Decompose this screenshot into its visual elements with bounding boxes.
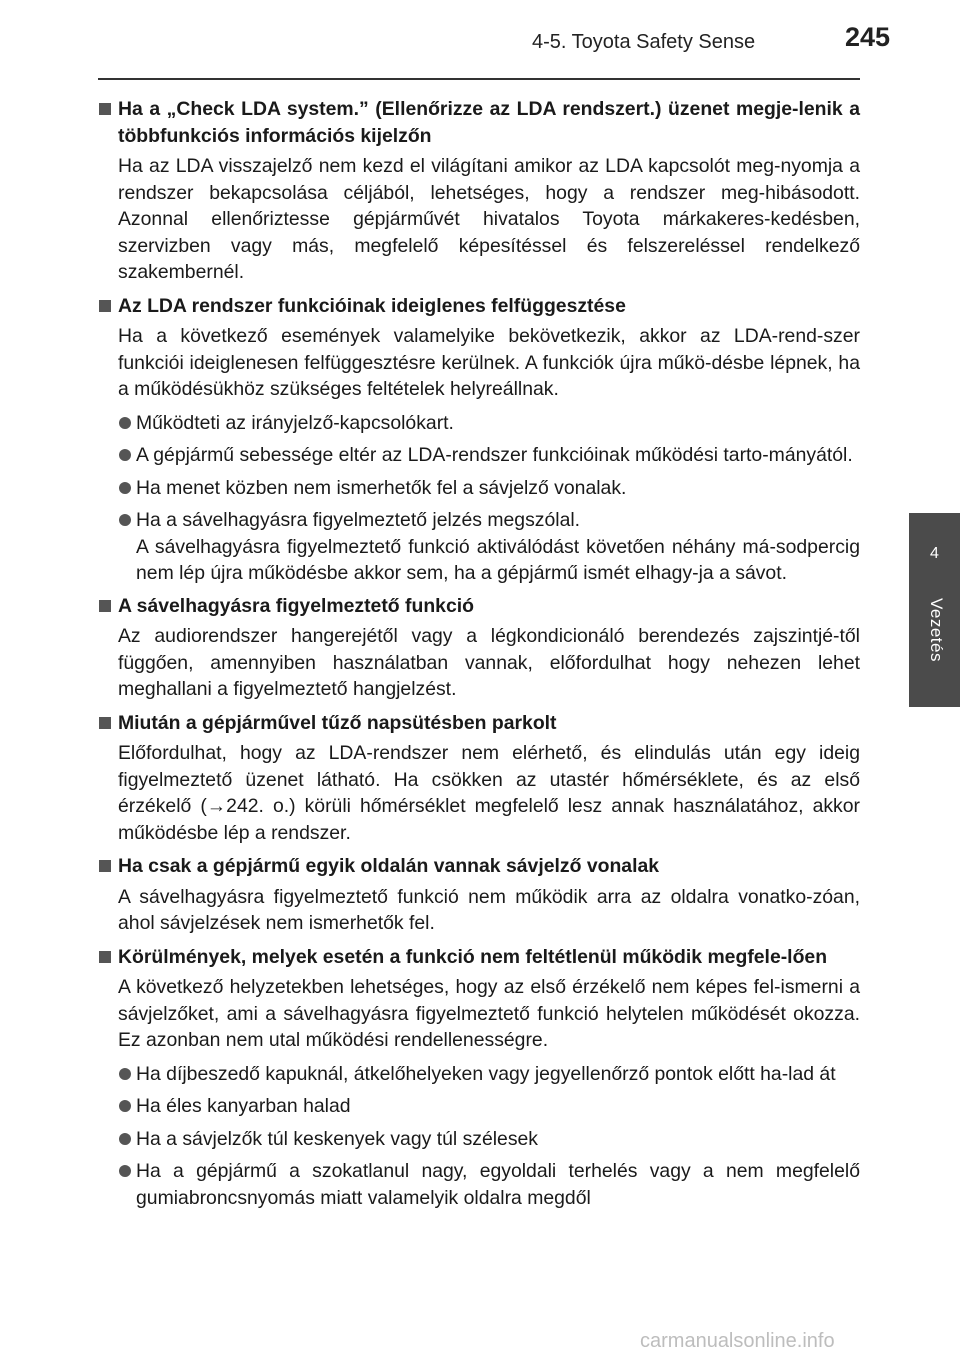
page-number: 245	[845, 22, 891, 52]
section-heading: Körülmények, melyek esetén a funkció nem feltétlenül működik megfele-lően	[98, 944, 860, 971]
list-item: Ha a sávjelzők túl keskenyek vagy túl szélesek	[98, 1126, 860, 1153]
round-bullet-icon	[119, 1068, 131, 1080]
section-heading: Ha a „Check LDA system.” (Ellenőrizze az LDA rendszert.) üzenet megje-lenik a többfunkciós információs kijelzőn	[98, 96, 860, 149]
section-paragraph: Az audiorendszer hangerejétől vagy a légkondicionáló berendezés zajszintjé-től függően, amennyiben használatban vannak, előfordulhat hogy nehezen lehet meghallani a figyelmeztető hangjelzést.	[118, 625, 860, 700]
list-item: Ha éles kanyarban halad	[98, 1093, 860, 1120]
list-item: Működteti az irányjelző-kapcsolókart.	[98, 410, 860, 437]
chapter-tab	[909, 513, 960, 707]
section-heading: Ha csak a gépjármű egyik oldalán vannak sávjelző vonalak	[98, 853, 860, 880]
round-bullet-icon	[119, 449, 131, 461]
section-temporary-suspension	[98, 293, 860, 587]
round-bullet-icon	[119, 482, 131, 494]
section-paragraph: A sávelhagyásra figyelmeztető funkció nem működik arra az oldalra vonatko-zóan, ahol sávjelzések nem ismerhetők fel.	[118, 885, 860, 934]
square-bullet-icon	[99, 300, 111, 312]
section-paragraph: Előfordulhat, hogy az LDA-rendszer nem elérhető, és elindulás után egy ideig figyelmeztető üzenet látható. Ha csökken az utastér hőmérséklete, és az első érzékelő (→242. o.) körüli hőmérséklet megfelelő lesz annak használatához, akkor működésbe lép a rendszer.	[118, 742, 860, 844]
header-divider	[98, 78, 860, 80]
section-check-lda	[98, 96, 860, 286]
round-bullet-icon	[119, 417, 131, 429]
chapter-label: Vezetés	[927, 598, 946, 662]
section-heading: Az LDA rendszer funkcióinak ideiglenes felfüggesztése	[98, 293, 860, 320]
page-header	[0, 0, 960, 70]
list-item: Ha a gépjármű a szokatlanul nagy, egyoldali terhelés vagy a nem megfelelő gumiabroncsnyomás miatt valamelyik oldalra megdől	[98, 1158, 860, 1211]
chapter-number: 4	[930, 545, 939, 562]
section-conditions	[98, 944, 860, 1212]
section-paragraph: A következő helyzetekben lehetséges, hogy az első érzékelő nem képes fel-ismerni a sávjelzőket, ami a sávelhagyásra figyelmeztető funkció helytelen működését okozza. Ez azonban nem utal működési rendellenességre.	[118, 976, 860, 1051]
section-paragraph: Ha az LDA visszajelző nem kezd el világítani amikor az LDA kapcsolót meg-nyomja a rendszer bekapcsolása céljából, lehetséges, hogy a rendszer meg-hibásodott. Azonnal ellenőriztesse gépjárművét hivatalos Toyota márkakeres-kedésben, szervizben vagy más, megfelelő képesítéssel és felszereléssel rendelkező szakembernél.	[118, 155, 860, 283]
section-sunshine-parking	[98, 710, 860, 847]
section-one-side-lines	[98, 853, 860, 937]
square-bullet-icon	[99, 951, 111, 963]
square-bullet-icon	[99, 103, 111, 115]
watermark-text: carmanualsonline.info	[640, 1330, 835, 1352]
section-heading: Miután a gépjárművel tűző napsütésben parkolt	[98, 710, 860, 737]
section-paragraph: Ha a következő események valamelyike bekövetkezik, akkor az LDA-rend-szer funkciói ideiglenesen felfüggesztésre kerülnek. A funkciók újra műkö-désbe lépnek, ha a működésükhöz szükséges feltételek helyreállnak.	[118, 325, 860, 400]
section-heading: A sávelhagyásra figyelmeztető funkció	[98, 593, 860, 620]
page-content	[98, 96, 860, 1217]
list-item: Ha a sávelhagyásra figyelmeztető jelzés megszólal. A sávelhagyásra figyelmeztető funkció aktiválódást követően néhány má-sodpercig nem lép újra működésbe akkor sem, ha a gépjármű ismét elhagy-ja a sávot.	[98, 507, 860, 587]
list-item-note: A sávelhagyásra figyelmeztető funkció aktiválódást követően néhány má-sodpercig nem lép újra működésbe akkor sem, ha a gépjármű ismét elhagy-ja a sávot.	[136, 535, 860, 584]
square-bullet-icon	[99, 600, 111, 612]
square-bullet-icon	[99, 860, 111, 872]
round-bullet-icon	[119, 1100, 131, 1112]
section-title: 4-5. Toyota Safety Sense	[532, 31, 756, 53]
round-bullet-icon	[119, 1133, 131, 1145]
list-item: A gépjármű sebessége eltér az LDA-rendszer funkcióinak működési tarto-mányától.	[98, 442, 860, 469]
square-bullet-icon	[99, 717, 111, 729]
round-bullet-icon	[119, 1165, 131, 1177]
list-item: Ha díjbeszedő kapuknál, átkelőhelyeken vagy jegyellenőrző pontok előtt ha-lad át	[98, 1061, 860, 1088]
list-item: Ha menet közben nem ismerhetők fel a sávjelző vonalak.	[98, 475, 860, 502]
section-warning-function	[98, 593, 860, 703]
round-bullet-icon	[119, 514, 131, 526]
